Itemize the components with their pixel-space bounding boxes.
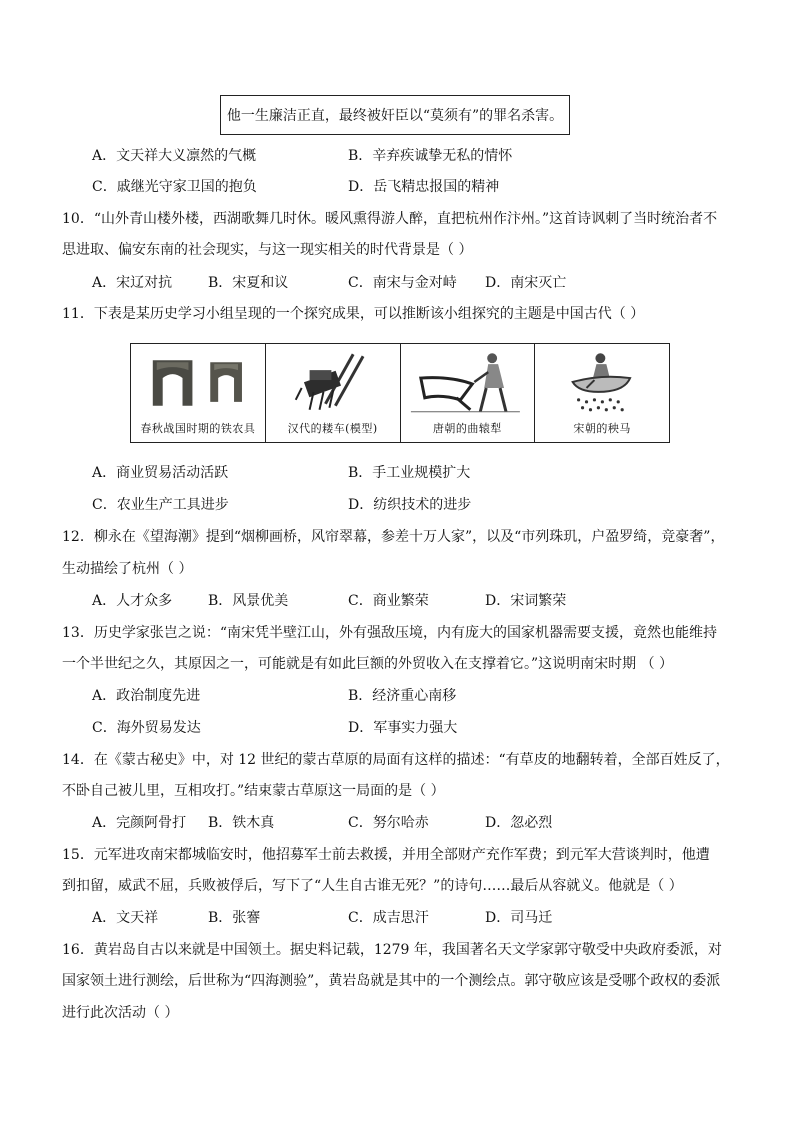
caption-seed-drill: 汉代的耧车(模型) [287, 422, 378, 435]
q13-option-a: A．政治制度先进 [92, 688, 201, 704]
q12-option-c: C．商业繁荣 [348, 593, 429, 609]
q11-option-d: D．纺织技术的进步 [348, 497, 472, 513]
q13-option-c: C．海外贸易发达 [92, 720, 201, 736]
tools-cell-iron-tools [131, 344, 266, 442]
tools-image-table [130, 343, 670, 443]
q12-stem-line1: 12．柳永在《望海潮》提到“烟柳画桥，风帘翠幕，参差十万人家”，以及“市列珠玑，户盈罗绮，竞豪奢”， [62, 529, 725, 545]
q15-option-b: B．张謇 [208, 910, 261, 926]
q15-option-d: D．司马迁 [485, 910, 553, 926]
q15-option-c: C．成吉思汗 [348, 910, 429, 926]
caption-iron-tools: 春秋战国时期的铁农具 [140, 422, 256, 435]
q13-stem-line1: 13．历史学家张岂之说：“南宋凭半壁江山，外有强敌压境，内有庞大的国家机器需要支援，竟然也能维持 [62, 625, 717, 641]
tools-cell-rice-horse [535, 344, 669, 442]
q10-option-a: A．宋辽对抗 [92, 275, 173, 291]
q10-stem-line1: 10．“山外青山楼外楼，西湖歌舞几时休。暖风熏得游人醉，直把杭州作汴州。”这首诗讽刺了当时统治者不 [62, 211, 718, 227]
q11-option-c: C．农业生产工具进步 [92, 497, 229, 513]
q10-option-c: C．南宋与金对峙 [348, 275, 457, 291]
q12-option-d: D．宋词繁荣 [485, 593, 567, 609]
caption-curved-plough: 唐朝的曲辕犁 [432, 422, 502, 435]
q15-stem-line1: 15．元军进攻南宋都城临安时，他招募军士前去救援，并用全部财产充作军费；到元军大营谈判时，他遭 [62, 847, 710, 863]
rice-horse-icon [535, 348, 669, 418]
tools-cell-curved-plough [401, 344, 536, 442]
quote-box [220, 95, 570, 135]
q12-option-b: B．风景优美 [208, 593, 289, 609]
q11-option-a: A．商业贸易活动活跃 [92, 465, 229, 481]
caption-rice-horse: 宋朝的秧马 [573, 422, 631, 435]
q15-stem-line2: 到扣留，威武不屈，兵败被俘后，写下了“人生自古谁无死？”的诗句……最后从容就义。他就是（ ） [62, 878, 683, 894]
curved-plough-icon [401, 348, 535, 418]
q14-stem-line1: 14．在《蒙古秘史》中，对 12 世纪的蒙古草原的局面有这样的描述：“有草皮的地翻转着，全部百姓反了， [62, 752, 730, 768]
q13-stem-line2: 一个半世纪之久，其原因之一，可能就是有如此巨额的外贸收入在支撑着它。”这说明南宋时期 （ ） [62, 656, 674, 672]
q13-option-b: B．经济重心南移 [348, 688, 457, 704]
q11-option-b: B．手工业规模扩大 [348, 465, 471, 481]
q10-option-d: D．南宋灭亡 [485, 275, 567, 291]
q16-stem-line1: 16．黄岩岛自古以来就是中国领土。据史料记载，1279 年，我国著名天文学家郭守敬受中央政府委派，对 [62, 942, 722, 958]
iron-tools-icon [131, 348, 265, 418]
q9-option-b: B．辛弃疾诚挚无私的情怀 [348, 148, 513, 164]
q16-stem-line3: 进行此次活动（ ） [62, 1005, 179, 1021]
quote-text: 他一生廉洁正直，最终被奸臣以“莫须有”的罪名杀害。 [226, 108, 564, 124]
q12-stem-line2: 生动描绘了杭州（ ） [62, 561, 193, 577]
q14-option-b: B．铁木真 [208, 815, 275, 831]
q14-stem-line2: 不卧自己被儿里，互相攻打。”结束蒙古草原这一局面的是（ ） [62, 783, 445, 799]
q15-option-a: A．文天祥 [92, 910, 159, 926]
q12-option-a: A．人才众多 [92, 593, 173, 609]
q14-option-c: C．努尔哈赤 [348, 815, 429, 831]
q14-option-a: A．完颜阿骨打 [92, 815, 187, 831]
tools-cell-seed-drill [266, 344, 401, 442]
q11-stem: 11．下表是某历史学习小组呈现的一个探究成果，可以推断该小组探究的主题是中国古代（ ） [62, 306, 645, 322]
q10-option-b: B．宋夏和议 [208, 275, 289, 291]
q16-stem-line2: 国家领土进行测绘，后世称为“四海测验”，黄岩岛就是其中的一个测绘点。郭守敬应该是受哪个政权的委派 [62, 973, 721, 989]
q9-option-a: A．文天祥大义凛然的气概 [92, 148, 257, 164]
q10-stem-line2: 思进取、偏安东南的社会现实，与这一现实相关的时代背景是（ ） [62, 242, 473, 258]
q14-option-d: D．忽必烈 [485, 815, 553, 831]
q9-option-d: D．岳飞精忠报国的精神 [348, 179, 500, 195]
seed-drill-icon [266, 348, 400, 418]
q9-option-c: C．戚继光守家卫国的抱负 [92, 179, 257, 195]
q13-option-d: D．军事实力强大 [348, 720, 458, 736]
